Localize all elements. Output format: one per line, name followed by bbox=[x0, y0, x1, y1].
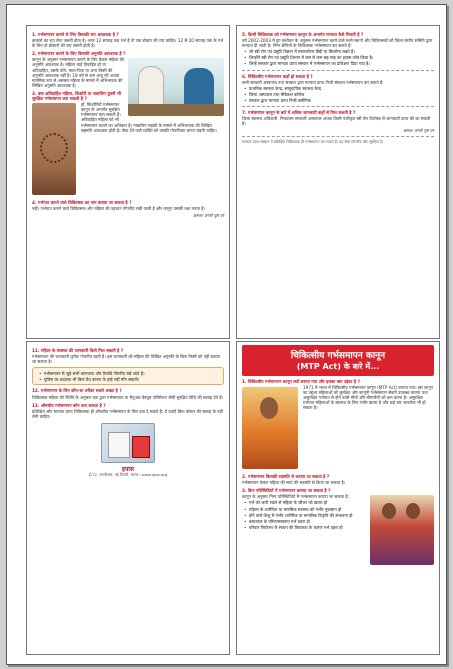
cover-title: चिकित्सीय गर्भसमापन कानून bbox=[290, 351, 386, 361]
question-heading: 2. गर्भसमापन किसकी सहमति से कराया जा सकता है ? bbox=[242, 474, 330, 480]
panel-bottom-left bbox=[26, 341, 230, 655]
woman-portrait-image bbox=[242, 387, 298, 469]
divider bbox=[242, 136, 434, 137]
answer-text: 1971 में भारत में चिकित्सीय गर्भसमापन कानून (MTP Act) बनाया गया। इस कानून का उद्देश्य महिलाओं को सुरक्षित और कानूनी गर्भसमापन सेवाएँ उपलब्ध कराना तथा असुरक्षित गर्भपात से होने वाली मौतों और बीमारियों को कम करना है। असुरक्षित गर्भपात महिलाओं के स्वास्थ्य के लिए गंभीर खतरा है और कई बार जानलेवा भी हो सकता है। bbox=[303, 385, 434, 411]
list-item: • जिन्हें सरकार द्वारा मान्यता प्राप्त संस्थान में गर्भसमापन का प्रशिक्षण दिया गया है। bbox=[242, 61, 434, 66]
list-item: • जिन्होंने स्त्री रोग एवं प्रसूति विभाग में कम से कम छह माह का हाउस जॉब किया है। bbox=[242, 55, 434, 60]
list-item: • जिला अस्पताल तथा मेडिकल कॉलेज bbox=[242, 92, 434, 97]
question-heading: 3. क्या अविवाहित महिला, किशोरी या नाबालिग युवती भी सुरक्षित गर्भसमापन करा सकती है ? bbox=[32, 90, 121, 102]
answer-text: चिकित्सक महिला की स्थिति के अनुसार दवा द्वारा गर्भसमापन या मैनुअल वैक्यूम एस्पिरेशन जैसी सुरक्षित विधि की सलाह देते हैं। bbox=[32, 394, 224, 400]
organization-logo-text: इपास bbox=[122, 465, 134, 473]
cover-banner bbox=[242, 345, 434, 376]
list-item: • बलात्कार के परिणामस्वरूप गर्भ ठहरा हो bbox=[242, 519, 434, 524]
list-item: • पुलिस या अदालत भी बिना वैध कारण के इन्हें नहीं माँग सकती। bbox=[37, 377, 219, 382]
question-heading: 2. गर्भसमापन कराने के लिए किसकी अनुमति आवश्यक है ? bbox=[32, 51, 126, 57]
question-heading: 12. गर्भसमापन के लिए कौन-सा तरीका सबसे अच्छा है ? bbox=[32, 388, 122, 394]
question-heading: 7. गर्भसमापन कानून के बारे में अधिक जानकारी कहाँ से मिल सकती है ? bbox=[242, 110, 356, 116]
brochure-layout bbox=[26, 25, 440, 655]
list-item: • प्राथमिक स्वास्थ्य केन्द्र, सामुदायिक स्वास्थ्य केन्द्र bbox=[242, 86, 434, 91]
henna-hand-illustration bbox=[32, 103, 76, 195]
highlight-box bbox=[32, 367, 224, 385]
document-sheet bbox=[6, 4, 447, 665]
divider bbox=[242, 70, 434, 71]
answer-text: गर्भसमापन की जानकारी पूर्णतः गोपनीय रहती है। इस जानकारी को महिला की लिखित अनुमति के बिना किसी को नहीं बताया जा सकता है। bbox=[32, 354, 220, 365]
list-item: • गर्भसमापन से जुड़े सभी कागजात और रिकॉर्ड गोपनीय रखे जाते हैं। bbox=[37, 371, 219, 376]
answer-text: कानून के अनुसार गर्भसमापन कराने के लिए केवल महिला की अनुमति आवश्यक है। महिला चाहे विवाहित हो या अविवाहित, उसके पति, माता-पिता या अन्य किसी की अनुमति आवश्यक नहीं है। 18 वर्ष से कम आयु की अथवा मानसिक रूप से अस्वस्थ महिला के मामले में अभिभावक की लिखित अनुमति आवश्यक है। bbox=[32, 57, 124, 88]
list-item: • परिवार नियोजन के साधन की विफलता के कारण गर्भ ठहरा हो bbox=[242, 525, 434, 530]
question-heading: 3. किन परिस्थितियों में गर्भसमापन कराया जा सकता है ? bbox=[242, 488, 331, 494]
panel-bottom-right-cover bbox=[236, 341, 440, 655]
question-heading: 13. औषधीय गर्भसमापन कौन करा सकता है ? bbox=[32, 402, 106, 408]
panel-top-left bbox=[26, 25, 230, 339]
question-heading: 4. गर्भपात कराने वाले चिकित्सक का नाम बताया जा सकता है ? bbox=[32, 200, 132, 206]
question-heading: 11. महिला के स्वास्थ्य की जानकारी किसे मिल सकती है ? bbox=[32, 348, 124, 353]
answer-text: वर्ष 2002-2003 में हुए संशोधन के अनुसार गर्भसमापन करने वाले सभी स्थानों और चिकित्सकों को जिला स्तरीय समिति द्वारा मान्यता दी जाती है। निम्न श्रेणियों के चिकित्सक गर्भसमापन कर सकते हैं: bbox=[242, 38, 433, 49]
list-item: • होने वाले शिशु में गंभीर शारीरिक या मानसिक विकृति की संभावना हो bbox=[242, 513, 434, 518]
list-item: • महिला के शारीरिक या मानसिक स्वास्थ्य को गंभीर नुकसान हो bbox=[242, 507, 434, 512]
footnote: मान्यता प्राप्त संस्थान में प्रशिक्षित चिकित्सक ही गर्भसमापन कर सकते हैं। यह सेवा गोपनीय और सुरक्षित है। bbox=[242, 140, 384, 145]
question-heading: 1. गर्भसमापन कराने से लिए किसकी राय आवश्यक है ? bbox=[32, 32, 119, 37]
answer-text: नहीं। गर्भपात कराने वाले चिकित्सक और महिला की पहचान गोपनीय रखी जाती है और कानून उसकी रक्षा करता है। bbox=[32, 206, 206, 212]
answer-text: हाँ, किशोरियाँ गर्भसमापन कानून के अन्तर्गत सुरक्षित गर्भसमापन करा सकती हैं। अविवाहित महिला को भी गर्भसमापन कराने का अधिकार है। नाबालिग लड़की के मामले में अभिभावक की लिखित सहमति आवश्यक होती है। सेवा देने वाले व्यक्ति को उसकी गोपनीयता बनाए रखनी चाहिए। bbox=[81, 102, 218, 133]
continued-note: क्रमशः अगले पृष्ठ पर bbox=[403, 128, 434, 134]
organization-address: ई-72, एमपीआर, नई दिल्ली, भारत । www.ipas.org bbox=[88, 471, 168, 477]
question-heading: 5. किसी चिकित्सक को गर्भसमापन कानून के अन्तर्गत मान्यता कैसे मिलती है ? bbox=[242, 32, 364, 37]
list-item: • सरकार द्वारा मान्यता प्राप्त निजी क्लीनिक bbox=[242, 98, 434, 103]
panel-top-right bbox=[236, 25, 440, 339]
answer-text: गर्भसमापन केवल महिला की स्वयं की सहमति से किया जा सकता है। bbox=[242, 480, 346, 486]
cover-subtitle: (MTP Act) के बारे में... bbox=[296, 362, 380, 371]
doctor-consultation-illustration bbox=[128, 58, 224, 116]
answer-text: डाक्टरों का राय लेना जरूरी होता है। अगर 12 सप्ताह तक गर्भ है तो एक डॉक्टर की राय चाहिए। 12 से 20 सप्ताह तक के गर्भ के लिए दो डॉक्टरों की राय जरूरी होती है। bbox=[32, 38, 224, 49]
medicine-pack-image bbox=[101, 423, 155, 463]
divider bbox=[242, 106, 434, 107]
list-item: • जो स्त्री रोग एवं प्रसूति विज्ञान में स्नातकोत्तर डिग्री या डिप्लोमा रखते हैं। bbox=[242, 49, 434, 54]
answer-text: सभी सरकारी अस्पताल तथा सरकार द्वारा मान्यता प्राप्त निजी संस्थान गर्भसमापन कर सकते हैं: bbox=[242, 79, 384, 85]
question-heading: 1. चिकित्सीय गर्भसमापन कानून क्यों बनाया गया और इसका क्या उद्देश्य है ? bbox=[242, 379, 361, 384]
answer-text: प्रशिक्षित और मान्यता प्राप्त चिकित्सक ही औषधीय गर्भसमापन के लिए दवा दे सकते हैं। ये दवाएँ बिना डॉक्टर की सलाह के नहीं लेनी चाहिए। bbox=[32, 408, 223, 419]
answer-text: कानून के अनुसार निम्न परिस्थितियों में गर्भसमापन कराया जा सकता है: bbox=[242, 494, 350, 500]
continued-note: क्रमशः अगले पृष्ठ पर bbox=[193, 213, 224, 219]
question-heading: 6. चिकित्सीय गर्भसमापन कहाँ हो सकता है ? bbox=[242, 73, 313, 79]
list-item: • गर्भ को जारी रखने से महिला के जीवन को खतरा हो bbox=[242, 500, 434, 505]
answer-text: जिला स्वास्थ्य अधिकारी, निकटतम सरकारी अस्पताल अथवा किसी पंजीकृत स्त्री रोग विशेषज्ञ से जानकारी प्राप्त की जा सकती है। bbox=[242, 116, 431, 127]
